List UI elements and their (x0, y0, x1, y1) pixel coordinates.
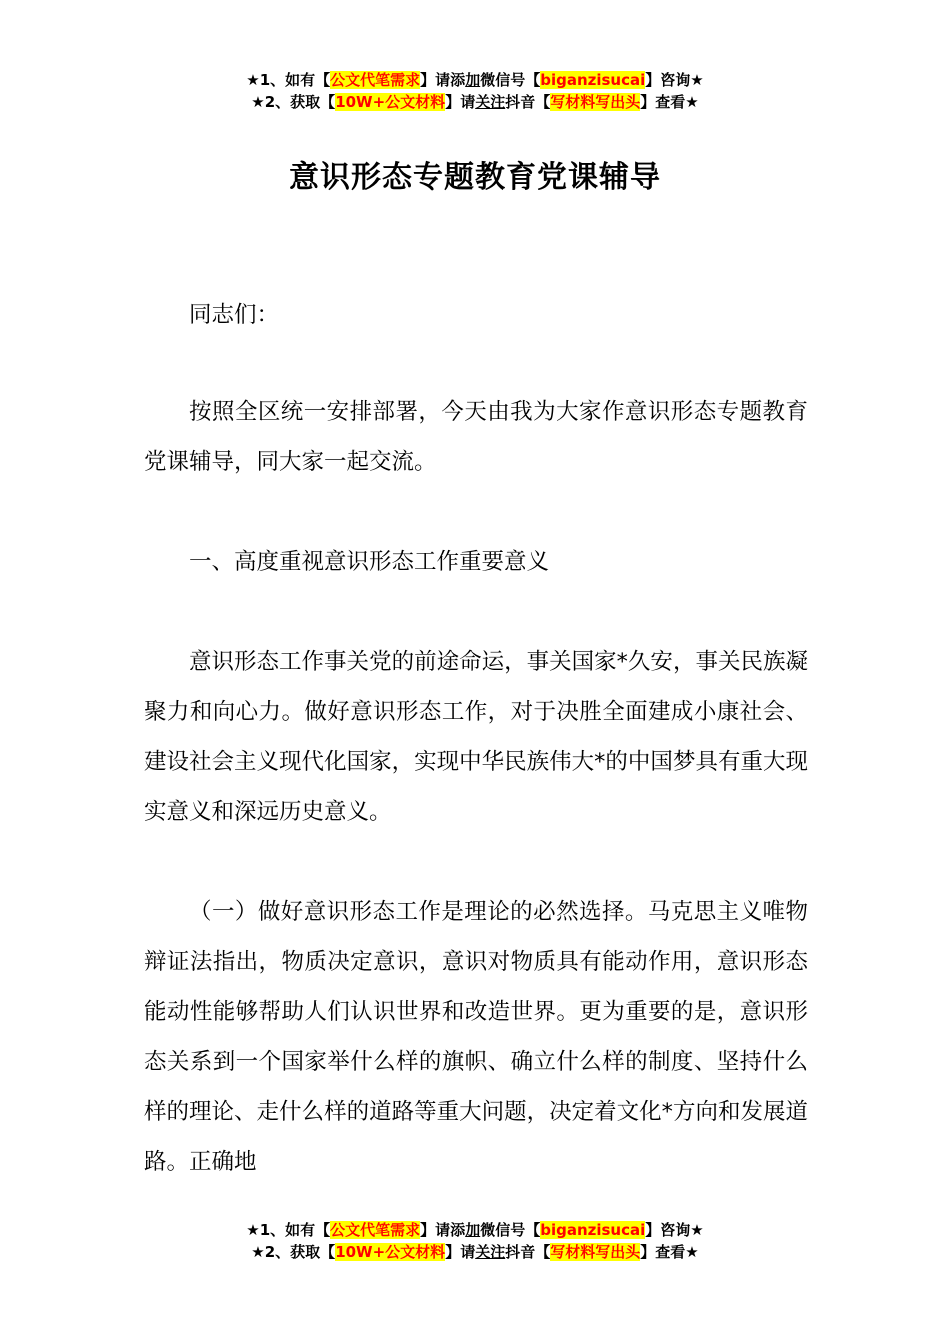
footer-line-1 (0, 1219, 950, 1241)
greeting-block (144, 290, 808, 340)
banner-line-1-suffix: 】咨询★ (645, 71, 704, 89)
intro-paragraph: 按照全区统一安排部署，今天由我为大家作意识形态专题教育党课辅导，同大家一起交流。 (144, 399, 808, 475)
body-paragraph-2: （一）做好意识形态工作是理论的必然选择。马克思主义唯物辩证法指出，物质决定意识，意识对物质具有能动作用，意识形态能动性能够帮助人们认识世界和改造世界。更为重要的是，意识形态关系到一个国家举什么样的旗帜、确立什么样的制度、坚持什么样的理论、走什么样的道路等重大问题，决定着文化*方向和发展道路。正确地 (144, 899, 808, 1175)
paragraph-block-2 (144, 887, 808, 1187)
header-banner (0, 69, 950, 113)
banner-line-1-highlight-service: 公文代笔需求 (330, 71, 421, 89)
paragraph-block-1 (144, 637, 808, 837)
banner-line-1 (0, 69, 950, 91)
footer-line-2-mid: 】请 (445, 1243, 476, 1261)
footer-line-2-suffix: 】查看★ (640, 1243, 699, 1261)
banner-line-1-mid: 】请添 (420, 71, 466, 89)
body-paragraph-1: 意识形态工作事关党的前途命运，事关国家*久安，事关民族凝聚力和向心力。做好意识形态工作，对于决胜全面建成小康社会、建设社会主义现代化国家，实现中华民族伟大*的中国梦具有重大现实意义和深远历史意义。 (144, 649, 808, 825)
greeting: 同志们： (189, 302, 280, 328)
section-heading-block (144, 537, 808, 587)
footer-line-1-mid: 】请添 (420, 1221, 466, 1239)
footer-line-1-highlight-service: 公文代笔需求 (330, 1221, 421, 1239)
footer-line-2-highlight-materials: 10W+公文材料 (335, 1243, 446, 1261)
footer-line-1-emph: 加 (465, 1221, 481, 1239)
banner-line-2-prefix: ★2、获取【 (251, 93, 336, 111)
footer-line-1-highlight-wechat: biganzisucai (540, 1221, 646, 1239)
banner-line-1-highlight-wechat: biganzisucai (540, 71, 646, 89)
footer-line-2-prefix: ★2、获取【 (251, 1243, 336, 1261)
footer-line-1-mid-2: 微信号【 (480, 1221, 541, 1239)
footer-banner (0, 1219, 950, 1263)
banner-line-1-prefix: ★1、如有【 (246, 71, 331, 89)
footer-line-1-prefix: ★1、如有【 (246, 1221, 331, 1239)
section-heading-1: 一、高度重视意识形态工作重要意义 (189, 549, 550, 575)
intro-block (144, 387, 808, 487)
banner-line-2 (0, 91, 950, 113)
banner-line-2-suffix: 】查看★ (640, 93, 699, 111)
footer-line-2-emph: 关注 (475, 1243, 506, 1261)
banner-line-2-emph: 关注 (475, 93, 506, 111)
footer-line-2-highlight-douyin: 写材料写出头 (550, 1243, 641, 1261)
footer-line-2-mid-2: 抖音【 (505, 1243, 551, 1261)
document-title: 意识形态专题教育党课辅导 (289, 160, 661, 195)
footer-line-1-suffix: 】咨询★ (645, 1221, 704, 1239)
banner-line-1-mid-2: 微信号【 (480, 71, 541, 89)
banner-line-2-mid: 】请 (445, 93, 476, 111)
banner-line-1-emph: 加 (465, 71, 481, 89)
footer-line-2 (0, 1241, 950, 1263)
banner-line-2-highlight-materials: 10W+公文材料 (335, 93, 446, 111)
banner-line-2-mid-2: 抖音【 (505, 93, 551, 111)
banner-line-2-highlight-douyin: 写材料写出头 (550, 93, 641, 111)
